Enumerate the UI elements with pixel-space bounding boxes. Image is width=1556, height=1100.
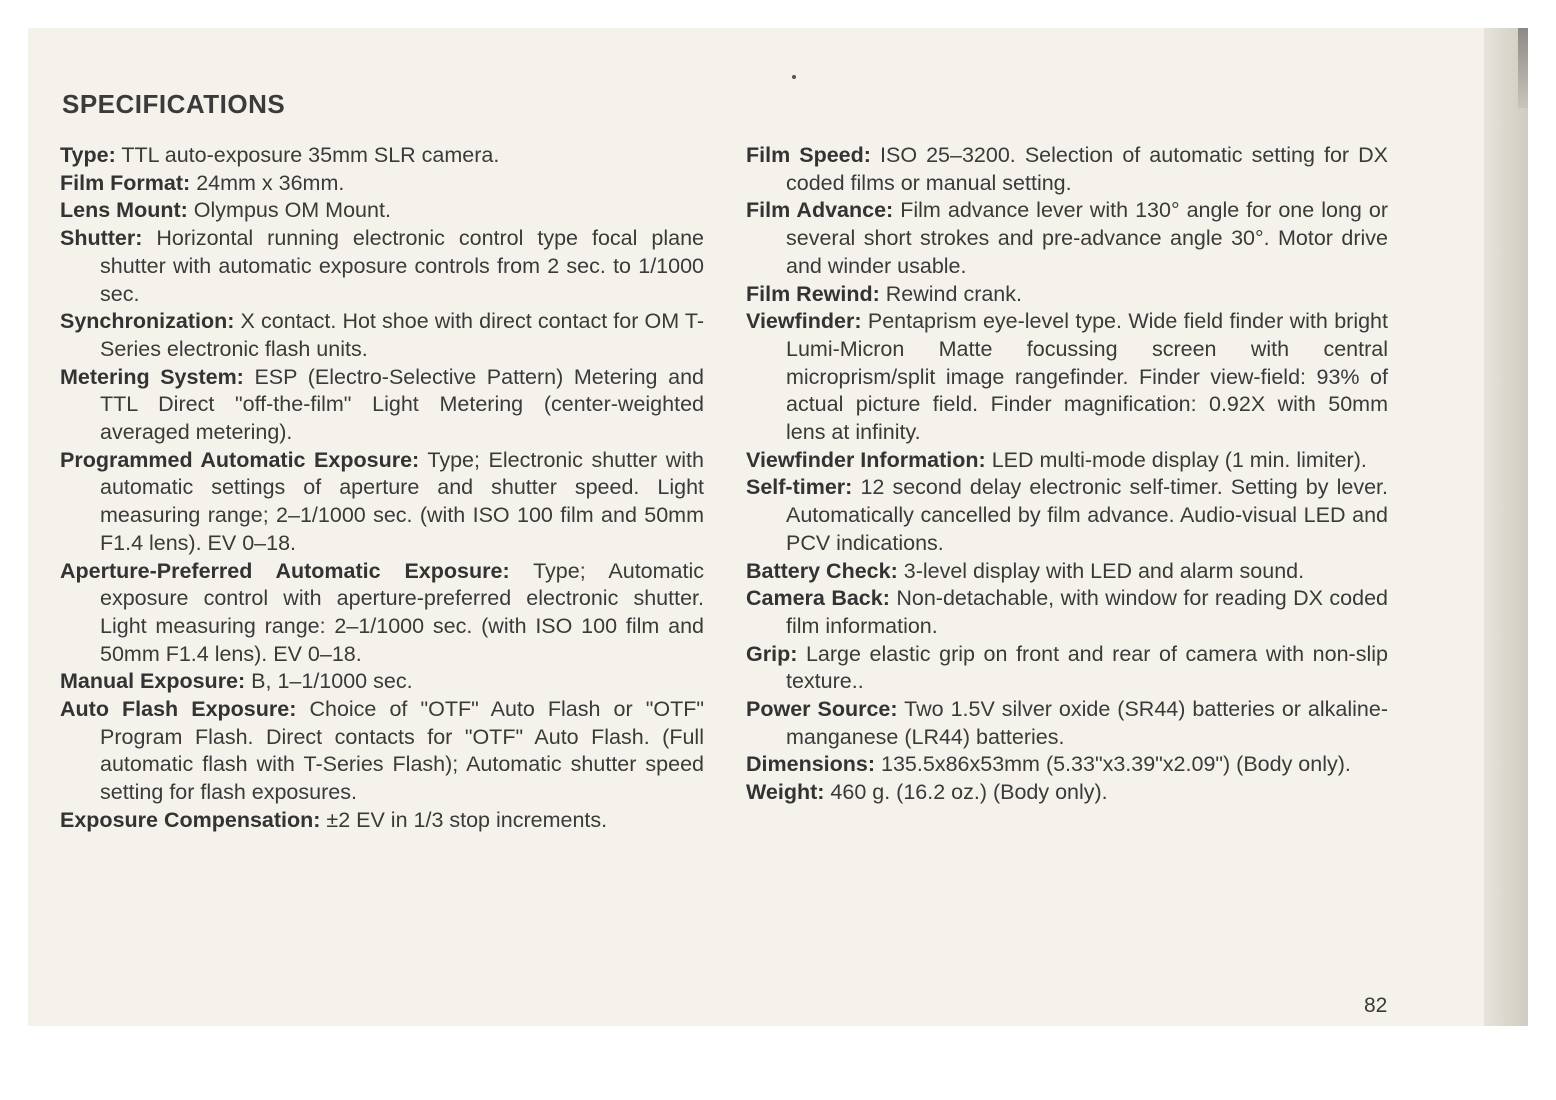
spec-text: B, 1–1/1000 sec. [251,669,413,694]
spec-label: Camera Back: [746,586,890,611]
spec-text: Large elastic grip on front and rear of camera with non-slip texture.. [786,641,1388,694]
page-title: SPECIFICATIONS [62,89,286,119]
spec-item [746,197,1388,280]
spec-item [746,308,1388,447]
spec-item [60,807,704,835]
left-spec-column [60,142,704,835]
page-edge-shadow [1484,28,1528,1026]
spec-label: Manual Exposure: [60,669,246,694]
spec-text: 24mm x 36mm. [196,170,345,195]
spec-label: Type: [60,143,116,167]
print-speck [792,75,796,79]
spec-item [746,641,1388,696]
spec-label: Viewfinder Information: [746,447,986,472]
spec-item [60,197,704,225]
spec-label: Viewfinder: [746,309,862,334]
spec-item [60,142,704,170]
spec-label: Aperture-Preferred Automatic Exposure: [60,558,510,583]
spec-label: Self-timer: [746,475,853,500]
spec-item [60,170,704,198]
spec-item [746,474,1388,557]
spec-label: Shutter: [60,226,143,251]
spec-label: Lens Mount: [60,198,188,223]
spec-text: ISO 25–3200. Selection of automatic setting for DX coded films or manual setting. [786,143,1388,195]
spec-text: Type; Automatic exposure control with aperture-preferred electronic shutter. Light measuring range: 2–1/1000 sec. (with ISO 100 film and 50mm F1.4 lens). EV 0–18. [100,558,704,666]
spec-label: Film Rewind: [746,281,880,306]
spec-item [746,751,1388,779]
spec-text: 12 second delay electronic self-timer. Setting by lever. Automatically cancelled by film advance. Audio-visual LED and PCV indications. [786,475,1388,555]
spec-item [60,668,704,696]
spec-label: Battery Check: [746,558,898,583]
spec-label: Power Source: [746,697,898,722]
spec-item [746,696,1388,751]
spec-item [746,558,1388,586]
spec-label: Auto Flash Exposure: [60,697,297,722]
spec-text: Choice of "OTF" Auto Flash or "OTF" Program Flash. Direct contacts for "OTF" Auto Flash. (Full automatic flash with T-Series Flash); Automatic shutter speed setting for flash exposures. [100,697,704,805]
spec-text: Non-detachable, with window for reading DX coded film information. [786,586,1388,638]
spec-text: TTL auto-exposure 35mm SLR camera. [121,143,500,167]
spec-text: ESP (Electro-Selective Pattern) Metering and TTL Direct "off-the-film" Light Metering (center-weighted averaged metering). [100,364,704,445]
spec-item [746,142,1388,197]
spec-item [746,779,1388,807]
spec-text: 3-level display with LED and alarm sound. [903,558,1305,583]
spec-label: Film Advance: [746,198,894,223]
spec-label: Film Format: [60,170,191,195]
spec-text: Rewind crank. [885,281,1022,306]
page-number: 82 [1364,994,1388,1017]
spec-text: 135.5x86x53mm (5.33"x3.39"x2.09") (Body only). [881,752,1351,777]
spec-text: ±2 EV in 1/3 stop increments. [326,807,608,832]
spec-text: Olympus OM Mount. [193,198,391,223]
spec-item [60,364,704,447]
spec-label: Film Speed: [746,143,871,167]
spec-text: Pentaprism eye-level type. Wide field finder with bright Lumi-Micron Matte focussing screen with central microprism/split image rangefinder. Finder view-field: 93% of actual picture field. Finder magnification: 0.92X with 50mm lens at infinity. [786,309,1388,445]
spec-label: Exposure Compensation: [60,807,321,832]
spec-label: Weight: [746,780,825,805]
spec-label: Synchronization: [60,309,235,334]
spec-item [60,558,704,669]
spec-item [746,447,1388,475]
page-corner-shadow [1518,28,1528,108]
manual-page [28,28,1528,1026]
spec-label: Grip: [746,641,798,666]
spec-label: Programmed Automatic Exposure: [60,447,420,472]
spec-text: Film advance lever with 130° angle for one long or several short strokes and pre-advance angle 30°. Motor drive and winder usable. [786,198,1389,278]
spec-text: Two 1.5V silver oxide (SR44) batteries or alkaline-manganese (LR44) batteries. [786,697,1388,749]
spec-text: 460 g. (16.2 oz.) (Body only). [830,780,1108,805]
spec-item [60,447,704,558]
spec-label: Dimensions: [746,752,876,777]
spec-item [746,585,1388,640]
spec-text: Type; Electronic shutter with automatic settings of aperture and shutter speed. Light measuring range; 2–1/1000 sec. (with ISO 100 film and 50mm F1.4 lens). EV 0–18. [100,447,704,555]
spec-item [746,281,1388,309]
spec-label: Metering System: [60,364,244,389]
spec-item [60,308,704,363]
spec-text: X contact. Hot shoe with direct contact for OM T-Series electronic flash units. [100,309,704,361]
spec-text: Horizontal running electronic control type focal plane shutter with automatic exposure controls from 2 sec. to 1/1000 sec. [100,226,704,306]
spec-item [60,225,704,308]
spec-item [60,696,704,807]
right-spec-column [746,142,1388,807]
spec-text: LED multi-mode display (1 min. limiter). [991,447,1367,472]
